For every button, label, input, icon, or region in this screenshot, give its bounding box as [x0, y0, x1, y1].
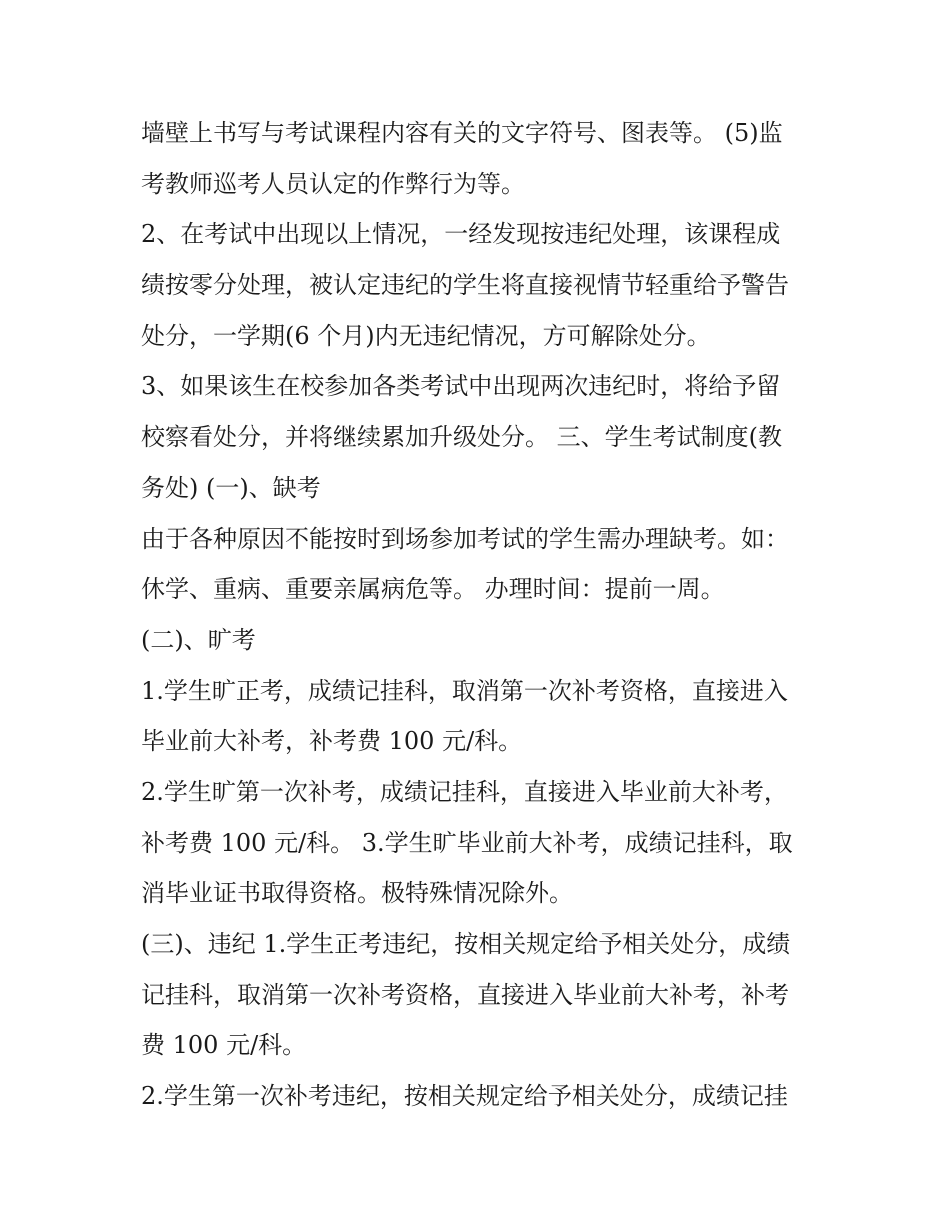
text-line: (二)、旷考	[141, 625, 256, 654]
text-line: 由于各种原因不能按时到场参加考试的学生需办理缺考。如：	[141, 524, 789, 553]
text-line: 2.学生第一次补考违纪，按相关规定给予相关处分，成绩记挂	[141, 1082, 788, 1111]
text-line: 2、在考试中出现以上情况，一经发现按违纪处理，该课程成	[141, 220, 781, 249]
text-line: 1.学生旷正考，成绩记挂科，取消第一次补考资格，直接进入	[141, 676, 788, 705]
text-line: 校察看处分，并将继续累加升级处分。 三、学生考试制度(教	[141, 423, 782, 452]
text-line: 考教师巡考人员认定的作弊行为等。	[141, 169, 525, 198]
text-line: 绩按零分处理，被认定违纪的学生将直接视情节轻重给予警告	[141, 271, 789, 300]
text-line: 费 100 元/科。	[141, 1031, 307, 1060]
text-line: 处分，一学期(6 个月)内无违纪情况，方可解除处分。	[141, 321, 711, 350]
text-line: 记挂科，取消第一次补考资格，直接进入毕业前大补考，补考	[141, 980, 789, 1009]
text-line: 2.学生旷第一次补考，成绩记挂科，直接进入毕业前大补考，	[141, 777, 788, 806]
text-line: 毕业前大补考，补考费 100 元/科。	[141, 727, 523, 756]
document-body	[141, 108, 821, 1122]
text-line: 消毕业证书取得资格。极特殊情况除外。	[141, 879, 573, 908]
text-line: 务处) (一)、缺考	[141, 473, 321, 502]
text-line: (三)、违纪 1.学生正考违纪，按相关规定给予相关处分，成绩	[141, 930, 791, 958]
text-line: 3、如果该生在校参加各类考试中出现两次违纪时，将给予留	[141, 372, 781, 401]
text-line: 墙壁上书写与考试课程内容有关的文字符号、图表等。 (5)监	[141, 119, 783, 147]
text-line: 休学、重病、重要亲属病危等。 办理时间：提前一周。	[141, 575, 725, 604]
text-line: 补考费 100 元/科。 3.学生旷毕业前大补考，成绩记挂科，取	[141, 828, 793, 857]
